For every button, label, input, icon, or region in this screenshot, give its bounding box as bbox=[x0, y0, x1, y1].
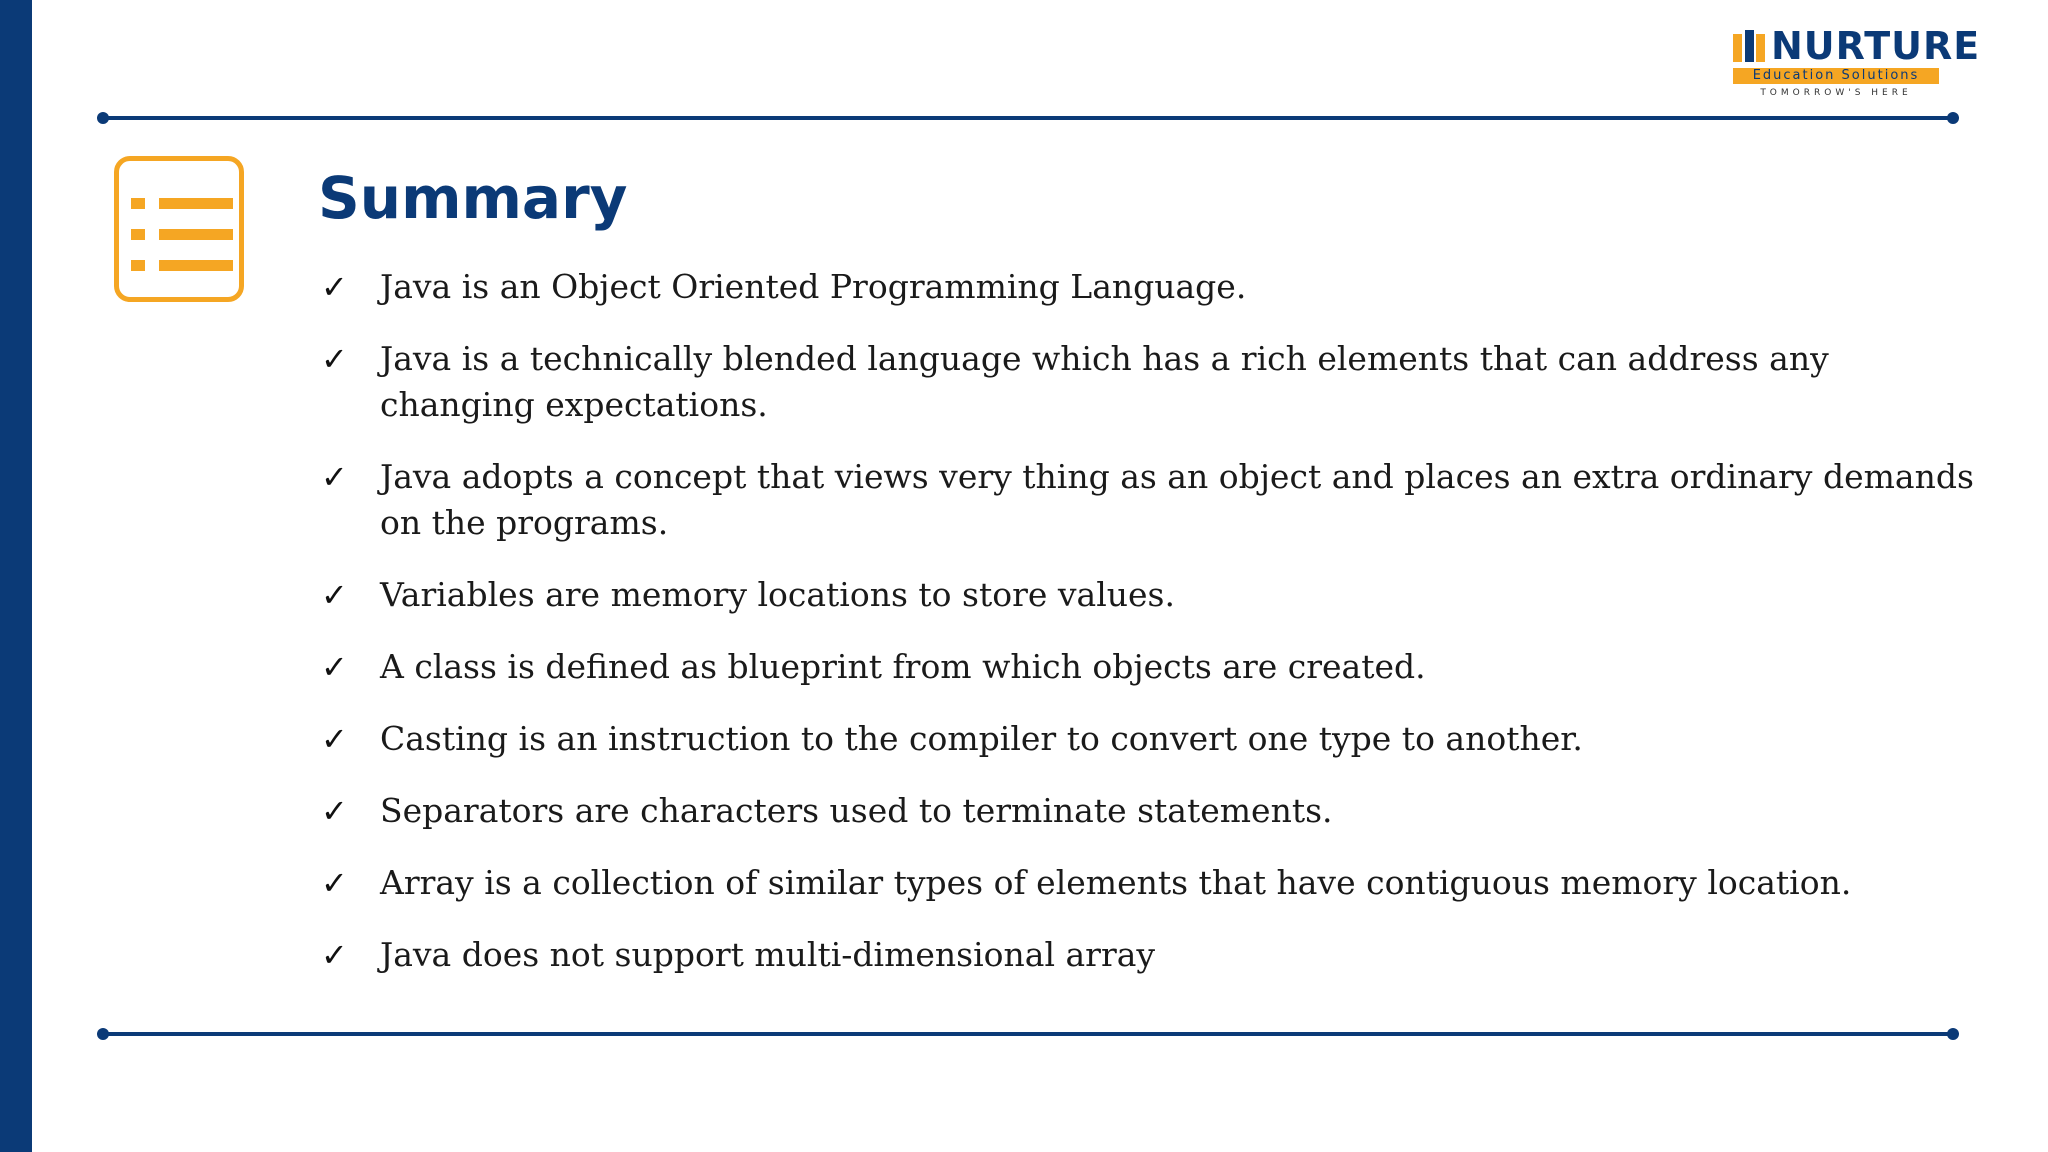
summary-item-text: Variables are memory locations to store values. bbox=[380, 575, 1175, 614]
summary-item bbox=[318, 454, 1978, 546]
checkmark-icon: ✓ bbox=[321, 340, 348, 378]
summary-item-text: Casting is an instruction to the compiler to convert one type to another. bbox=[380, 719, 1583, 758]
checkmark-icon: ✓ bbox=[321, 864, 348, 902]
summary-item-text: Java does not support multi-dimensional array bbox=[380, 935, 1156, 974]
checkmark-icon: ✓ bbox=[321, 648, 348, 686]
logo-mark-icon bbox=[1733, 30, 1767, 62]
summary-item bbox=[318, 644, 1978, 690]
checkmark-icon: ✓ bbox=[321, 792, 348, 830]
summary-item bbox=[318, 336, 1978, 428]
left-accent-bar bbox=[0, 0, 32, 1152]
checkmark-icon: ✓ bbox=[321, 936, 348, 974]
top-divider bbox=[103, 116, 1953, 120]
nurture-logo bbox=[1733, 24, 1981, 104]
summary-item bbox=[318, 788, 1978, 834]
list-icon bbox=[114, 156, 244, 302]
summary-item bbox=[318, 860, 1978, 906]
summary-item bbox=[318, 932, 1978, 978]
logo-subtitle: Education Solutions bbox=[1733, 68, 1939, 84]
summary-list bbox=[318, 264, 1978, 1004]
logo-tagline: TOMORROW'S HERE bbox=[1760, 88, 1912, 98]
logo-wordmark: NURTURE bbox=[1771, 24, 1981, 68]
summary-item-text: Java adopts a concept that views very thing as an object and places an extra ordinary demands on the programs. bbox=[380, 457, 1974, 542]
summary-item-text: A class is defined as blueprint from which objects are created. bbox=[380, 647, 1426, 686]
summary-item bbox=[318, 716, 1978, 762]
bottom-divider bbox=[103, 1032, 1953, 1036]
checkmark-icon: ✓ bbox=[321, 458, 348, 496]
summary-item-text: Array is a collection of similar types of elements that have contiguous memory location. bbox=[380, 863, 1852, 902]
summary-item-text: Java is an Object Oriented Programming Language. bbox=[380, 267, 1247, 306]
checkmark-icon: ✓ bbox=[321, 576, 348, 614]
checkmark-icon: ✓ bbox=[321, 720, 348, 758]
summary-item bbox=[318, 572, 1978, 618]
slide-title: Summary bbox=[318, 164, 628, 232]
summary-item bbox=[318, 264, 1978, 310]
summary-item-text: Separators are characters used to terminate statements. bbox=[380, 791, 1333, 830]
checkmark-icon: ✓ bbox=[321, 268, 348, 306]
summary-item-text: Java is a technically blended language which has a rich elements that can address any changing expectations. bbox=[380, 339, 1829, 424]
